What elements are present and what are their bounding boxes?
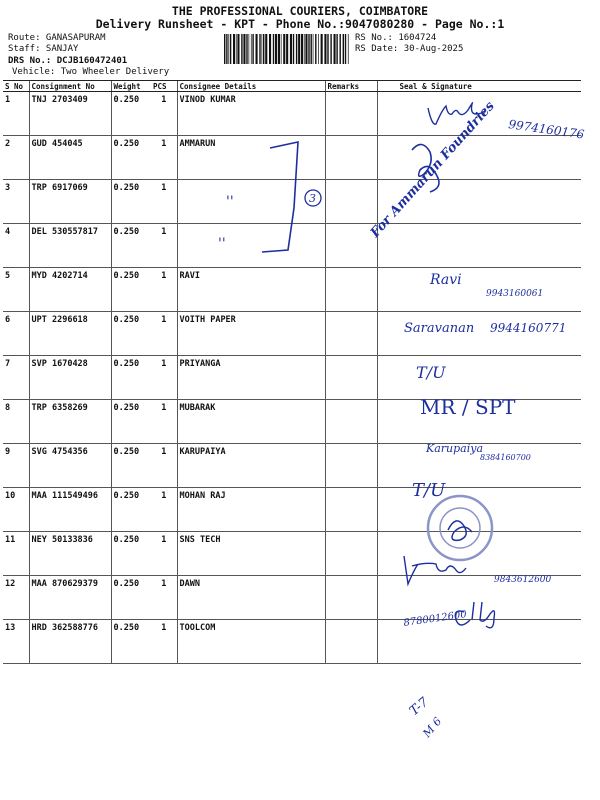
staff-label: Staff: SANJAY [8,44,79,54]
ditto-mark-row-4: '' [218,236,226,252]
cell-weight: 0.250 [111,92,151,136]
cell-sno: 9 [3,444,29,488]
cell-pcs: 1 [151,576,177,620]
cell-consignee: VOITH PAPER [177,312,325,356]
cell-weight: 0.250 [111,576,151,620]
signature-phone-row-12: 9843612600 [494,575,552,585]
signature-phone-row-1: 9974160176 [507,117,586,142]
bottom-note-1: T-7 [406,694,432,720]
cell-sno: 2 [3,136,29,180]
cell-sno: 3 [3,180,29,224]
cell-remarks [325,532,377,576]
cell-pcs: 1 [151,312,177,356]
cell-seal-signature [377,312,581,356]
barcode-image [224,34,350,64]
signature-phone-row-6: 9944160771 [490,321,567,335]
table-row [3,444,581,488]
runsheet-subtitle: Delivery Runsheet - KPT - Phone No.:9047080280 - Page No.:1 [95,17,505,31]
cell-consignee: VINOD KUMAR [177,92,325,136]
cell-remarks [325,488,377,532]
cell-consignment-no: SVP 1670428 [29,356,111,400]
cell-pcs: 1 [151,444,177,488]
cell-consignee: SNS TECH [177,532,325,576]
cell-pcs: 1 [151,488,177,532]
cell-weight: 0.250 [111,532,151,576]
cell-weight: 0.250 [111,444,151,488]
cell-weight: 0.250 [111,400,151,444]
table-row [3,268,581,312]
cell-remarks [325,620,377,664]
table-row [3,312,581,356]
cell-seal-signature [377,356,581,400]
cell-seal-signature [377,268,581,312]
cell-weight: 0.250 [111,312,151,356]
cell-consignee: RAVI [177,268,325,312]
company-stamp-text: For Ammarun Foundries [367,98,498,241]
cell-sno: 4 [3,224,29,268]
cell-consignment-no: GUD 454045 [29,136,111,180]
table-row [3,488,581,532]
cell-consignment-no: MYD 4202714 [29,268,111,312]
cell-consignment-no: MAA 111549496 [29,488,111,532]
col-seal-header: Seal & Signature [377,81,581,92]
table-row [3,92,581,136]
cell-pcs: 1 [151,268,177,312]
col-pcs-header: PCS [151,81,177,92]
cell-pcs: 1 [151,180,177,224]
table-row [3,136,581,180]
route-label: Route: GANASAPURAM [8,33,106,43]
cell-sno: 8 [3,400,29,444]
cell-remarks [325,268,377,312]
cell-weight: 0.250 [111,620,151,664]
cell-pcs: 1 [151,224,177,268]
table-row [3,400,581,444]
cell-sno: 12 [3,576,29,620]
cell-pcs: 1 [151,532,177,576]
cell-consignee: KARUPAIYA [177,444,325,488]
cell-sno: 5 [3,268,29,312]
cell-consignment-no: MAA 870629379 [29,576,111,620]
table-row [3,620,581,664]
cell-seal-signature [377,532,581,576]
circled-number: 3 [309,192,316,205]
table-header-row [3,81,581,92]
cell-seal-signature [377,620,581,664]
cell-consignee: PRIYANGA [177,356,325,400]
cell-consignee [177,180,325,224]
signature-name-row-6: Saravanan [404,321,475,336]
cell-seal-signature [377,180,581,224]
signature-mark-row-8: MR / SPT [420,395,516,419]
cell-sno: 10 [3,488,29,532]
cell-remarks [325,400,377,444]
table-row [3,224,581,268]
table-row [3,576,581,620]
cell-consignee [177,224,325,268]
signature-mark-row-7: T/U [416,363,446,382]
cell-pcs: 1 [151,92,177,136]
cell-pcs: 1 [151,356,177,400]
cell-pcs: 1 [151,620,177,664]
cell-consignment-no: HRD 362588776 [29,620,111,664]
col-consignment-header: Consignment No [29,81,111,92]
cell-consignment-no: TRP 6917069 [29,180,111,224]
cell-remarks [325,92,377,136]
table-row [3,356,581,400]
col-consignee-header: Consignee Details [177,81,325,92]
cell-consignment-no: TRP 6358269 [29,400,111,444]
cell-remarks [325,356,377,400]
cell-consignment-no: TNJ 2703409 [29,92,111,136]
signature-name-row-9: Karupaiya [426,442,484,455]
cell-seal-signature [377,224,581,268]
cell-weight: 0.250 [111,136,151,180]
cell-consignee: AMMARUN [177,136,325,180]
signature-mark-row-10: T/U [412,480,446,501]
cell-weight: 0.250 [111,268,151,312]
cell-weight: 0.250 [111,180,151,224]
cell-remarks [325,180,377,224]
cell-seal-signature [377,576,581,620]
cell-weight: 0.250 [111,488,151,532]
signature-name-row-5: Ravi [430,272,462,288]
col-weight-header: Weight [111,81,151,92]
page-title: THE PROFESSIONAL COURIERS, COIMBATORE [171,4,429,18]
cell-seal-signature [377,92,581,136]
ditto-mark-row-3: '' [226,194,234,210]
drs-number: DRS No.: DCJB160472401 [8,56,128,66]
cell-remarks [325,576,377,620]
table-row [3,532,581,576]
cell-consignment-no: SVG 4754356 [29,444,111,488]
rs-date: RS Date: 30-Aug-2025 [355,44,464,54]
signature-phone-row-13: 8780012600 [402,609,468,629]
cell-consignee: MUBARAK [177,400,325,444]
cell-pcs: 1 [151,136,177,180]
cell-seal-signature [377,444,581,488]
cell-sno: 1 [3,92,29,136]
cell-remarks [325,224,377,268]
cell-consignment-no: NEY 50133836 [29,532,111,576]
cell-seal-signature [377,136,581,180]
cell-remarks [325,444,377,488]
vehicle-label: Vehicle: Two Wheeler Delivery [12,67,170,77]
cell-remarks [325,312,377,356]
cell-consignment-no: DEL 530557817 [29,224,111,268]
cell-remarks [325,136,377,180]
signature-phone-row-9: 8384160700 [480,453,531,462]
cell-sno: 7 [3,356,29,400]
cell-seal-signature [377,488,581,532]
cell-consignee: DAWN [177,576,325,620]
col-sno-header: S No [3,81,29,92]
cell-consignee: MOHAN RAJ [177,488,325,532]
cell-weight: 0.250 [111,224,151,268]
col-remarks-header: Remarks [325,81,377,92]
cell-sno: 6 [3,312,29,356]
cell-seal-signature [377,400,581,444]
bottom-note-2: M 6 [420,714,445,740]
runsheet-table [3,80,581,664]
table-row [3,180,581,224]
signature-phone-row-5: 9943160061 [486,289,544,299]
cell-weight: 0.250 [111,356,151,400]
cell-pcs: 1 [151,400,177,444]
cell-sno: 11 [3,532,29,576]
rs-number: RS No.: 1604724 [355,33,437,43]
cell-consignee: TOOLCOM [177,620,325,664]
cell-sno: 13 [3,620,29,664]
cell-consignment-no: UPT 2296618 [29,312,111,356]
